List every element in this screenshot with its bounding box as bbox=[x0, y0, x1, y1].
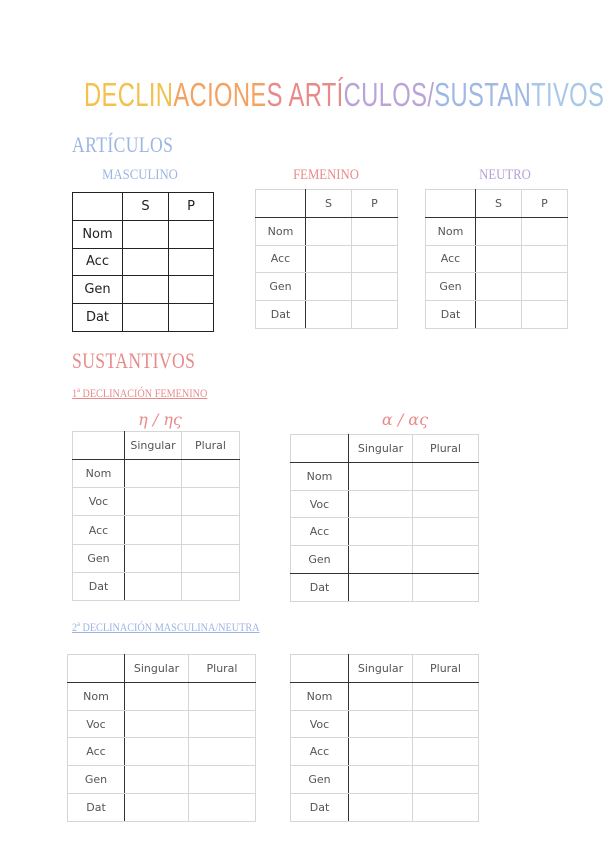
table-row bbox=[73, 544, 240, 572]
column-header: Plural bbox=[182, 432, 240, 460]
neutro-label: NEUTRO bbox=[479, 167, 531, 183]
table-row bbox=[68, 794, 256, 822]
sustantivos-heading: SUSTANTIVOS bbox=[72, 348, 196, 373]
answer-cell[interactable] bbox=[182, 460, 240, 488]
row-label: Nom bbox=[426, 217, 476, 245]
answer-cell[interactable] bbox=[125, 544, 182, 572]
answer-cell[interactable] bbox=[349, 710, 413, 738]
answer-cell[interactable] bbox=[306, 301, 352, 329]
answer-cell[interactable] bbox=[125, 572, 182, 600]
answer-cell[interactable] bbox=[413, 738, 479, 766]
corner-cell bbox=[291, 435, 349, 463]
column-header: Singular bbox=[349, 435, 413, 463]
corner-cell bbox=[426, 190, 476, 218]
answer-cell[interactable] bbox=[125, 738, 189, 766]
table-row bbox=[68, 710, 256, 738]
title-letter: E bbox=[250, 76, 267, 113]
table-row bbox=[73, 488, 240, 516]
row-label: Nom bbox=[73, 220, 123, 248]
title-letter: S bbox=[434, 76, 451, 113]
title-letter: R bbox=[304, 76, 322, 113]
answer-cell[interactable] bbox=[349, 766, 413, 794]
row-label: Gen bbox=[291, 766, 349, 794]
table-row bbox=[73, 248, 214, 276]
primera-alpha-table bbox=[290, 434, 479, 602]
answer-cell[interactable] bbox=[182, 572, 240, 600]
segunda-b-table bbox=[290, 654, 479, 822]
row-label: Gen bbox=[426, 273, 476, 301]
answer-cell[interactable] bbox=[413, 546, 479, 574]
table-row bbox=[256, 301, 398, 329]
answer-cell[interactable] bbox=[306, 273, 352, 301]
column-header: Plural bbox=[189, 655, 256, 683]
table-row bbox=[291, 682, 479, 710]
corner-cell bbox=[256, 190, 306, 218]
answer-cell[interactable] bbox=[413, 794, 479, 822]
primera-declinacion-label: 1ª DECLINACIÓN FEMENINO bbox=[72, 386, 208, 400]
title-letter: Í bbox=[336, 76, 344, 113]
row-label: Acc bbox=[291, 518, 349, 546]
title-letter: S bbox=[266, 76, 283, 113]
title-letter: S bbox=[468, 76, 485, 113]
answer-cell[interactable] bbox=[349, 794, 413, 822]
corner-cell bbox=[73, 193, 123, 221]
masculino-label: MASCULINO bbox=[102, 167, 178, 183]
row-label: Voc bbox=[291, 490, 349, 518]
table-row bbox=[73, 304, 214, 332]
row-label: Acc bbox=[256, 245, 306, 273]
row-label: Dat bbox=[291, 574, 349, 602]
articulos-neutro-table bbox=[425, 189, 568, 329]
answer-cell[interactable] bbox=[125, 682, 189, 710]
table-header-row bbox=[426, 190, 568, 218]
column-header: P bbox=[352, 190, 398, 218]
column-header: S bbox=[476, 190, 522, 218]
table-row bbox=[256, 245, 398, 273]
answer-cell[interactable] bbox=[413, 490, 479, 518]
answer-cell[interactable] bbox=[182, 488, 240, 516]
table-row bbox=[73, 276, 214, 304]
title-letter: S bbox=[588, 76, 604, 113]
title-letter: I bbox=[148, 76, 156, 113]
answer-cell[interactable] bbox=[123, 304, 169, 332]
answer-cell[interactable] bbox=[522, 245, 568, 273]
row-label: Dat bbox=[73, 572, 125, 600]
answer-cell[interactable] bbox=[125, 766, 189, 794]
title-letter: V bbox=[552, 76, 570, 113]
title-letter: T bbox=[321, 76, 337, 113]
answer-cell[interactable] bbox=[349, 682, 413, 710]
table-row bbox=[73, 220, 214, 248]
corner-cell bbox=[291, 655, 349, 683]
column-header: S bbox=[123, 193, 169, 221]
answer-cell[interactable] bbox=[352, 301, 398, 329]
segunda-declinacion-label: 2ª DECLINACIÓN MASCULINA/NEUTRA bbox=[72, 620, 260, 634]
row-label: Dat bbox=[291, 794, 349, 822]
answer-cell[interactable] bbox=[522, 273, 568, 301]
answer-cell[interactable] bbox=[169, 276, 214, 304]
answer-cell[interactable] bbox=[522, 217, 568, 245]
title-letter: C bbox=[343, 76, 362, 113]
column-header: P bbox=[169, 193, 214, 221]
answer-cell[interactable] bbox=[476, 217, 522, 245]
title-letter: / bbox=[427, 76, 435, 113]
segunda-a-table bbox=[67, 654, 256, 822]
table-row bbox=[256, 273, 398, 301]
corner-cell bbox=[68, 655, 125, 683]
table-row bbox=[426, 245, 568, 273]
row-label: Gen bbox=[73, 276, 123, 304]
row-label: Voc bbox=[291, 710, 349, 738]
answer-cell[interactable] bbox=[169, 220, 214, 248]
answer-cell[interactable] bbox=[413, 710, 479, 738]
table-row bbox=[291, 794, 479, 822]
answer-cell[interactable] bbox=[189, 738, 256, 766]
row-label: Dat bbox=[68, 794, 125, 822]
title-letter: N bbox=[513, 76, 532, 113]
title-letter: O bbox=[569, 76, 589, 113]
row-label: Acc bbox=[68, 738, 125, 766]
column-header: Plural bbox=[413, 435, 479, 463]
page-title bbox=[83, 76, 604, 114]
answer-cell[interactable] bbox=[413, 574, 479, 602]
title-letter: A bbox=[173, 76, 190, 113]
title-letter: L bbox=[378, 76, 393, 113]
answer-cell[interactable] bbox=[125, 488, 182, 516]
title-letter: O bbox=[392, 76, 412, 113]
femenino-label: FEMENINO bbox=[293, 167, 359, 183]
table-header-row bbox=[256, 190, 398, 218]
answer-cell[interactable] bbox=[123, 276, 169, 304]
row-label: Dat bbox=[426, 301, 476, 329]
row-label: Acc bbox=[426, 245, 476, 273]
answer-cell[interactable] bbox=[169, 248, 214, 276]
column-header: S bbox=[306, 190, 352, 218]
row-label: Acc bbox=[73, 516, 125, 544]
table-header-row bbox=[68, 655, 256, 683]
table-header-row bbox=[73, 432, 240, 460]
table-row bbox=[291, 490, 479, 518]
row-label: Gen bbox=[256, 273, 306, 301]
answer-cell[interactable] bbox=[349, 574, 413, 602]
answer-cell[interactable] bbox=[476, 273, 522, 301]
row-label: Nom bbox=[291, 682, 349, 710]
title-letter: C bbox=[189, 76, 208, 113]
title-letter: T bbox=[531, 76, 546, 113]
row-label: Gen bbox=[68, 766, 125, 794]
title-letter: E bbox=[101, 76, 118, 113]
title-letter: D bbox=[83, 76, 102, 113]
answer-cell[interactable] bbox=[125, 460, 182, 488]
row-label: Nom bbox=[291, 462, 349, 490]
row-label: Voc bbox=[73, 488, 125, 516]
answer-cell[interactable] bbox=[125, 710, 189, 738]
eta-greek-label: η / ης bbox=[138, 410, 182, 429]
title-letter: A bbox=[288, 76, 305, 113]
answer-cell[interactable] bbox=[125, 516, 182, 544]
row-label: Nom bbox=[256, 217, 306, 245]
title-letter: U bbox=[450, 76, 469, 113]
column-header: Plural bbox=[413, 655, 479, 683]
title-letter: U bbox=[361, 76, 379, 113]
table-row bbox=[256, 217, 398, 245]
answer-cell[interactable] bbox=[349, 738, 413, 766]
table-row bbox=[68, 682, 256, 710]
title-letter: I bbox=[545, 76, 553, 113]
answer-cell[interactable] bbox=[189, 766, 256, 794]
primera-eta-table bbox=[72, 431, 240, 601]
table-row bbox=[291, 738, 479, 766]
row-label: Dat bbox=[256, 301, 306, 329]
answer-cell[interactable] bbox=[189, 682, 256, 710]
table-row bbox=[426, 273, 568, 301]
title-letter: S bbox=[411, 76, 428, 113]
answer-cell[interactable] bbox=[352, 217, 398, 245]
table-row bbox=[73, 516, 240, 544]
table-row bbox=[291, 766, 479, 794]
table-row bbox=[291, 518, 479, 546]
row-label: Acc bbox=[73, 248, 123, 276]
answer-cell[interactable] bbox=[189, 710, 256, 738]
alpha-greek-label: α / ας bbox=[381, 410, 429, 429]
table-row bbox=[426, 217, 568, 245]
answer-cell[interactable] bbox=[182, 516, 240, 544]
table-row bbox=[291, 546, 479, 574]
answer-cell[interactable] bbox=[349, 518, 413, 546]
answer-cell[interactable] bbox=[349, 462, 413, 490]
answer-cell[interactable] bbox=[349, 490, 413, 518]
table-row bbox=[291, 574, 479, 602]
answer-cell[interactable] bbox=[413, 766, 479, 794]
row-label: Gen bbox=[291, 546, 349, 574]
title-letter: C bbox=[117, 76, 136, 113]
table-row bbox=[73, 460, 240, 488]
answer-cell[interactable] bbox=[352, 273, 398, 301]
row-label: Voc bbox=[68, 710, 125, 738]
answer-cell[interactable] bbox=[352, 245, 398, 273]
answer-cell[interactable] bbox=[189, 794, 256, 822]
title-letter: O bbox=[214, 76, 233, 113]
row-label: Acc bbox=[291, 738, 349, 766]
answer-cell[interactable] bbox=[522, 301, 568, 329]
answer-cell[interactable] bbox=[306, 217, 352, 245]
table-row bbox=[68, 766, 256, 794]
row-label: Nom bbox=[73, 460, 125, 488]
answer-cell[interactable] bbox=[169, 304, 214, 332]
row-label: Nom bbox=[68, 682, 125, 710]
table-header-row bbox=[73, 193, 214, 221]
title-letter: N bbox=[232, 76, 251, 113]
table-row bbox=[291, 462, 479, 490]
table-row bbox=[68, 738, 256, 766]
column-header: Singular bbox=[349, 655, 413, 683]
articulos-masculino-table bbox=[72, 192, 214, 332]
row-label: Dat bbox=[73, 304, 123, 332]
answer-cell[interactable] bbox=[182, 544, 240, 572]
table-row bbox=[291, 710, 479, 738]
answer-cell[interactable] bbox=[476, 245, 522, 273]
title-letter: A bbox=[497, 76, 514, 113]
table-row bbox=[73, 572, 240, 600]
articulos-heading: ARTÍCULOS bbox=[72, 132, 174, 157]
answer-cell[interactable] bbox=[125, 794, 189, 822]
table-header-row bbox=[291, 655, 479, 683]
table-header-row bbox=[291, 435, 479, 463]
answer-cell[interactable] bbox=[123, 220, 169, 248]
answer-cell[interactable] bbox=[413, 518, 479, 546]
answer-cell[interactable] bbox=[476, 301, 522, 329]
corner-cell bbox=[73, 432, 125, 460]
title-letter: I bbox=[207, 76, 215, 113]
row-label: Gen bbox=[73, 544, 125, 572]
answer-cell[interactable] bbox=[413, 682, 479, 710]
answer-cell[interactable] bbox=[306, 245, 352, 273]
column-header: Singular bbox=[125, 432, 182, 460]
title-letter: L bbox=[135, 76, 149, 113]
column-header: Singular bbox=[125, 655, 189, 683]
answer-cell[interactable] bbox=[349, 546, 413, 574]
table-row bbox=[426, 301, 568, 329]
title-letter: T bbox=[484, 76, 498, 113]
answer-cell[interactable] bbox=[123, 248, 169, 276]
articulos-femenino-table bbox=[255, 189, 398, 329]
column-header: P bbox=[522, 190, 568, 218]
title-letter: N bbox=[155, 76, 174, 113]
answer-cell[interactable] bbox=[413, 462, 479, 490]
